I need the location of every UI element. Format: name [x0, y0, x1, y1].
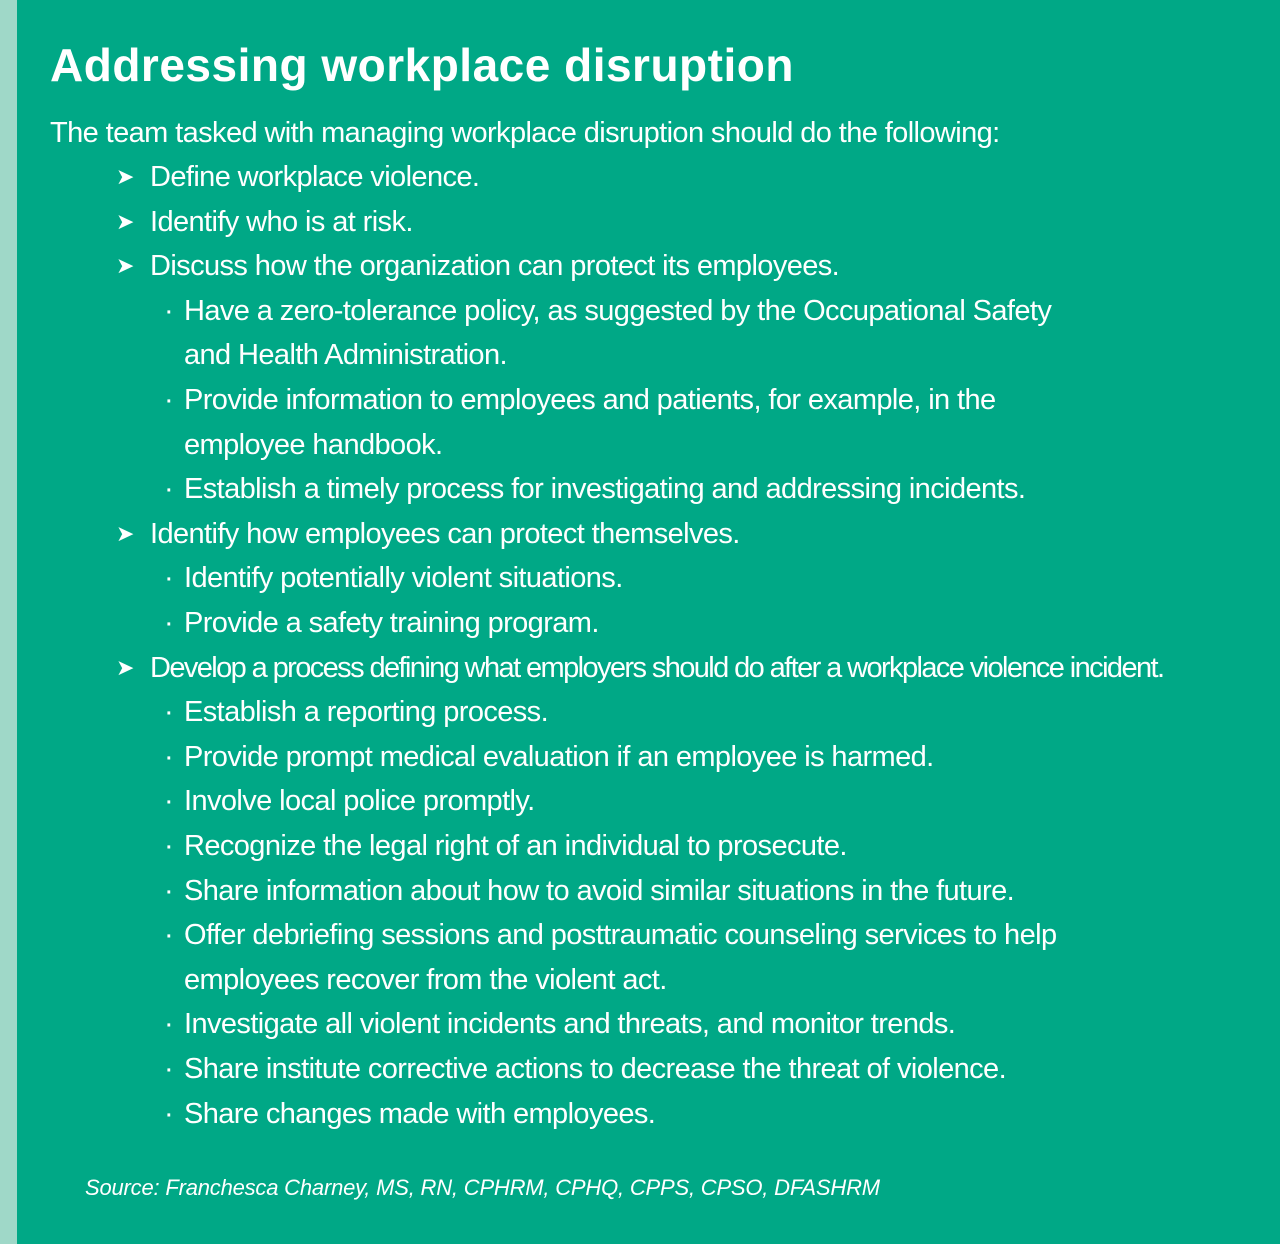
arrow-bullet-icon: ➤	[116, 654, 135, 680]
arrow-bullet-icon: ➤	[116, 208, 135, 234]
sub-list-item: Provide information to employees and patients, for example, in the	[184, 384, 996, 416]
dot-bullet-icon: ·	[164, 294, 174, 327]
source-credit: Source: Franchesca Charney, MS, RN, CPHRM, CPHQ, CPPS, CPSO, DFASHRM	[85, 1175, 880, 1200]
arrow-bullet-icon: ➤	[116, 164, 135, 189]
sub-list-item: Establish a timely process for investigating and addressing incidents.	[184, 473, 1026, 506]
dot-bullet-icon: ·	[164, 1008, 174, 1041]
sub-list-item: Share institute corrective actions to decrease the threat of violence.	[184, 1053, 1007, 1085]
sidebar-title: Addressing workplace disruption	[50, 39, 794, 91]
sub-list-item: Establish a reporting process.	[184, 696, 549, 729]
sub-list-item: Investigate all violent incidents and threats, and monitor trends.	[184, 1008, 956, 1041]
intro-text: The team tasked with managing workplace disruption should do the following:	[50, 117, 1000, 149]
list-item: Develop a process defining what employers should do after a workplace violence incident.	[150, 651, 1164, 684]
dot-bullet-icon: ·	[164, 1097, 174, 1130]
sub-list-item-continuation: employee handbook.	[184, 428, 443, 461]
sub-list-item: Provide prompt medical evaluation if an employee is harmed.	[184, 740, 934, 773]
sub-list-item: Offer debriefing sessions and posttraumatic counseling services to help	[184, 919, 1057, 952]
dot-bullet-icon: ·	[164, 473, 174, 506]
list-item: Identify how employees can protect themselves.	[150, 517, 740, 550]
dot-bullet-icon: ·	[164, 384, 174, 416]
sub-list-item: Identify potentially violent situations.	[184, 562, 623, 595]
arrow-bullet-icon: ➤	[116, 253, 135, 279]
left-stripe	[0, 0, 17, 1244]
list-item: Define workplace violence.	[150, 161, 480, 193]
dot-bullet-icon: ·	[164, 830, 174, 862]
dot-bullet-icon: ·	[164, 562, 174, 595]
dot-bullet-icon: ·	[164, 785, 174, 818]
dot-bullet-icon: ·	[164, 874, 174, 907]
sub-list-item: Share information about how to avoid similar situations in the future.	[184, 874, 1015, 907]
arrow-bullet-icon: ➤	[116, 520, 135, 546]
sub-list-item: Involve local police promptly.	[184, 785, 535, 818]
sub-list-item-continuation: employees recover from the violent act.	[184, 963, 667, 996]
dot-bullet-icon: ·	[164, 740, 174, 773]
dot-bullet-icon: ·	[164, 1053, 174, 1085]
dot-bullet-icon: ·	[164, 607, 174, 639]
list-item: Identify who is at risk.	[150, 205, 413, 238]
list-item: Discuss how the organization can protect its employees.	[150, 250, 840, 283]
sub-list-item: Share changes made with employees.	[184, 1097, 656, 1130]
sub-list-item: Recognize the legal right of an individual to prosecute.	[184, 830, 847, 862]
dot-bullet-icon: ·	[164, 696, 174, 729]
dot-bullet-icon: ·	[164, 919, 174, 952]
sub-list-item-continuation: and Health Administration.	[184, 339, 507, 372]
sub-list-item: Provide a safety training program.	[184, 607, 599, 639]
sub-list-item: Have a zero-tolerance policy, as suggested by the Occupational Safety	[184, 294, 1052, 327]
